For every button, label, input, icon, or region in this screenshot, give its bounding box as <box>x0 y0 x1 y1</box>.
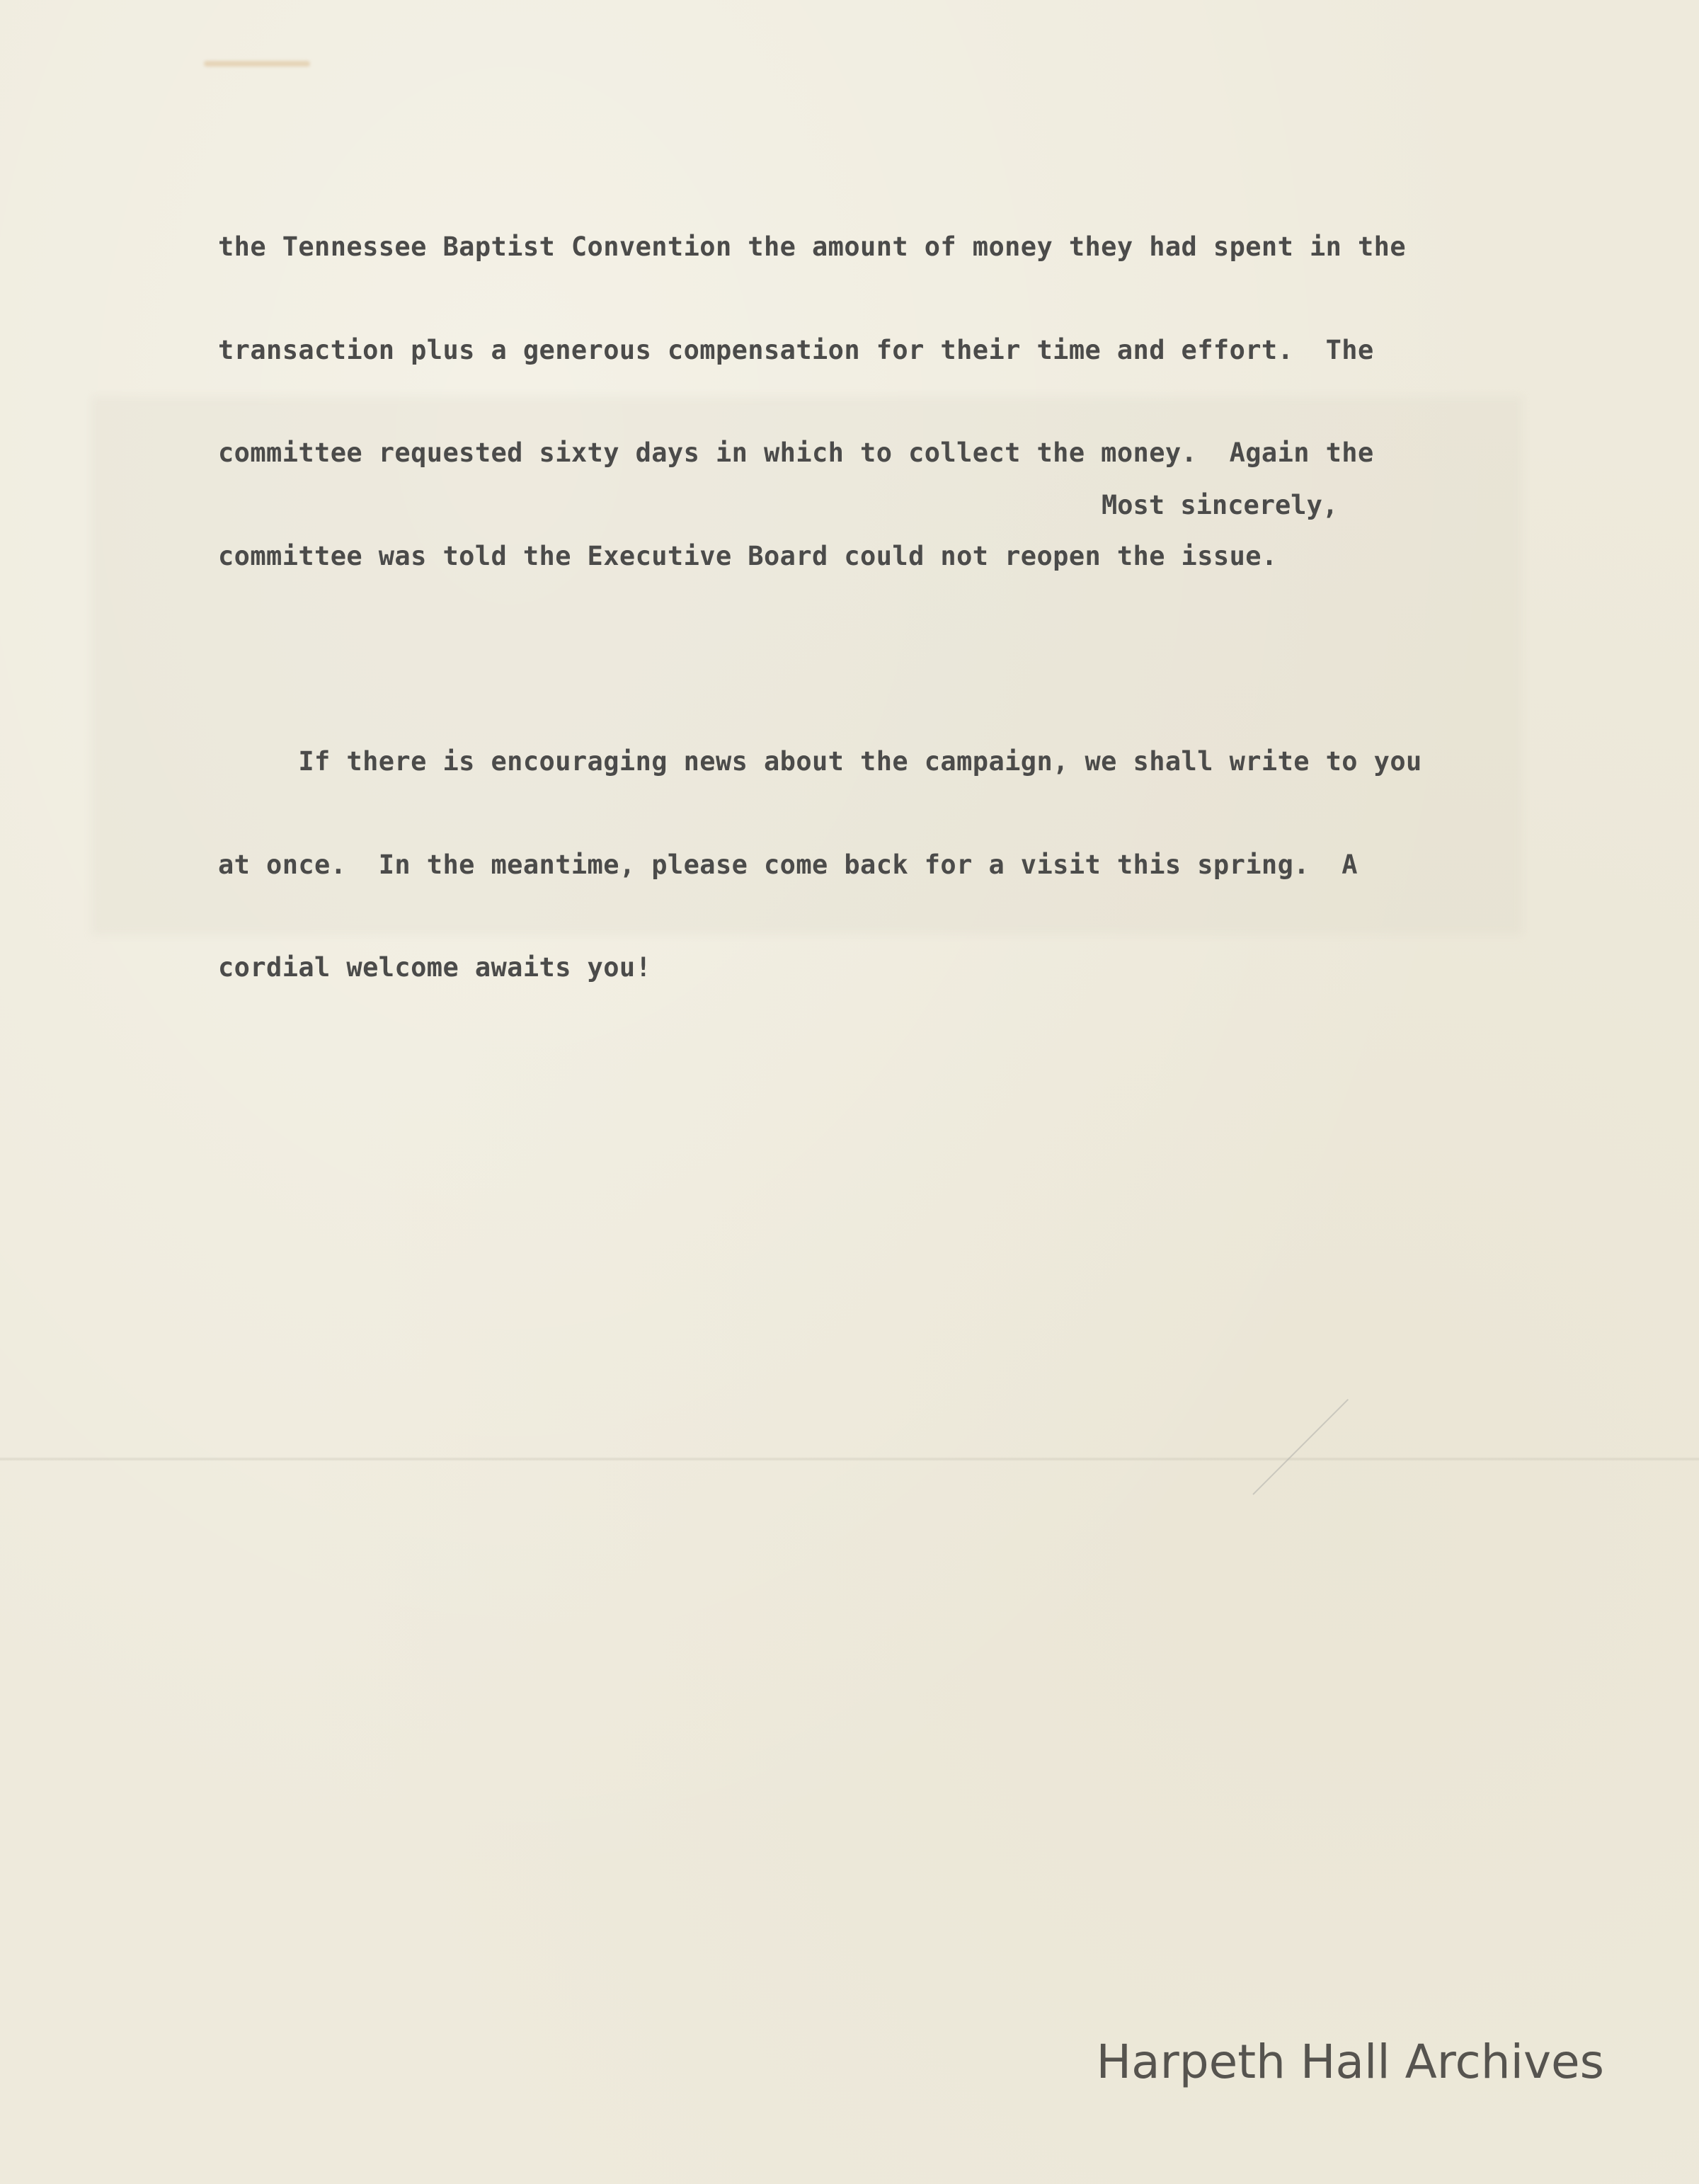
paper-scratch-mark <box>1252 1399 1349 1495</box>
paragraph-line: the Tennessee Baptist Convention the amount of money they had spent in the <box>218 231 1407 262</box>
paper-stain <box>204 61 310 67</box>
paragraph-2 <box>218 676 1506 1054</box>
paragraph-line: transaction plus a generous compensation for their time and effort. The <box>218 334 1374 365</box>
paper-fold-line <box>0 1457 1699 1461</box>
paragraph-1 <box>218 161 1506 642</box>
paragraph-line: at once. In the meantime, please come back for a visit this spring. A <box>218 849 1358 880</box>
archive-watermark: Harpeth Hall Archives <box>1096 2035 1604 2089</box>
paragraph-line: committee was told the Executive Board could not reopen the issue. <box>218 540 1278 571</box>
paragraph-line: cordial welcome awaits you! <box>218 952 652 983</box>
letter-closing: Most sincerely, <box>1102 490 1339 520</box>
paragraph-line: committee requested sixty days in which to collect the money. Again the <box>218 438 1374 468</box>
letter-body <box>218 161 1506 1054</box>
paragraph-line: If there is encouraging news about the campaign, we shall write to you <box>218 746 1422 777</box>
